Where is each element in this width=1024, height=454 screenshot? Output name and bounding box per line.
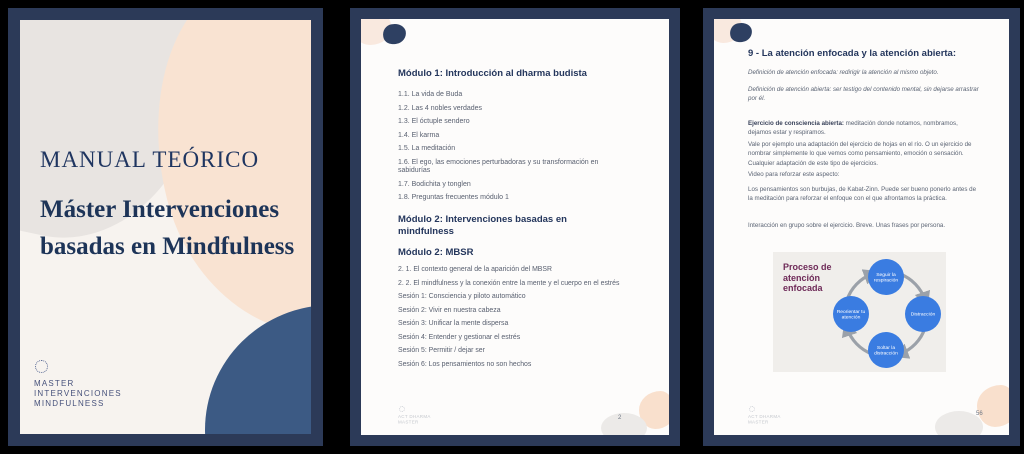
footer-logo-line1: ACT DHARMA xyxy=(398,414,431,419)
toc-item: Sesión 3: Unificar la mente dispersa xyxy=(398,320,509,327)
diagram-title: Proceso de atención enfocada xyxy=(783,262,832,293)
adaptation-paragraph: Vale por ejemplo una adaptación del ejercicio de hojas en el río. O un ejercicio de nombrar simplemente lo que vemos como pensamiento, emoción o sensación. Cualquier adaptación de este tipo de ejercicios. xyxy=(748,140,972,167)
cover-navy-blob xyxy=(205,305,311,434)
cover-logo-line3: MINDFULNESS xyxy=(34,399,105,408)
footer-peach-blob xyxy=(977,385,1009,427)
module2-list xyxy=(398,266,656,369)
cycle-node-distraction xyxy=(905,296,941,332)
content-page xyxy=(703,8,1020,446)
cover-page-inner xyxy=(20,20,311,434)
focused-attention-cycle-diagram xyxy=(773,252,946,372)
cover-logo-line1: MASTER xyxy=(34,379,75,388)
cover-page xyxy=(8,8,323,446)
interaction-paragraph: Interacción en grupo sobre el ejercicio. Breve. Unas frases por persona. xyxy=(748,221,946,229)
footer-gray-blob xyxy=(601,413,647,435)
toc-item: 1.1. La vida de Buda xyxy=(398,91,463,98)
page-number: 2 xyxy=(618,415,622,421)
definition-focused: Definición de atención enfocada: redirigir la atención al mismo objeto. xyxy=(748,69,939,76)
cover-title-line1: Máster Intervenciones xyxy=(40,196,280,223)
module1-list xyxy=(398,91,626,203)
exercise-lead: Ejercicio de consciencia abierta: xyxy=(748,119,844,127)
cycle-node-release-distraction xyxy=(868,332,904,368)
cycle-node-label: Seguir la respiración xyxy=(873,271,899,283)
footer-logo-line2: MASTER xyxy=(398,419,419,425)
footer-logo-line2: MASTER xyxy=(748,419,769,425)
module2-heading: Módulo 2: Intervenciones basadas en mindfulness xyxy=(398,214,567,237)
toc-item: 2. 2. El mindfulness y la conexión entre la mente y el cuerpo en el estrés xyxy=(398,279,620,287)
toc-page-inner xyxy=(361,19,669,435)
toc-item: Sesión 1: Consciencia y piloto automático xyxy=(398,293,526,300)
footer-logo-line1: ACT DHARMA xyxy=(748,414,781,419)
toc-item: 1.8. Preguntas frecuentes módulo 1 xyxy=(398,194,509,201)
toc-item: 1.4. El karma xyxy=(398,131,440,139)
dotted-circle-icon xyxy=(35,360,48,373)
footer-logo xyxy=(748,406,813,435)
footer-logo xyxy=(398,406,463,435)
toc-item: Sesión 5: Permitir / dejar ser xyxy=(398,347,485,354)
body-text xyxy=(748,68,981,230)
dotted-circle-icon xyxy=(399,406,405,412)
cycle-node-label: Soltar la distracción xyxy=(874,344,898,356)
video-paragraph: Video para reforzar este aspecto: xyxy=(748,171,840,178)
toc-item: 1.3. El óctuple sendero xyxy=(398,118,470,125)
section-heading: 9 - La atención enfocada y la atención abierta: xyxy=(748,48,957,59)
bubbles-paragraph: Los pensamientos son burbujas, de Kabat-Zinn. Puede ser bueno ponerlo antes de la meditación para reforzar el enfoque con el que afrontamos la práctica. xyxy=(748,185,977,202)
exercise-rest: meditación donde notamos, nombramos, dejamos estar y respiramos. xyxy=(748,119,958,136)
toc-page xyxy=(350,8,680,446)
module1-heading: Módulo 1: Introducción al dharma budista xyxy=(398,68,587,79)
exercise-paragraph xyxy=(748,119,981,138)
cycle-node-label: Distracción xyxy=(910,311,936,317)
toc-item: Sesión 2: Vivir en nuestra cabeza xyxy=(398,306,501,314)
footer-logo-text xyxy=(398,414,463,425)
cycle-node-follow-breath xyxy=(868,259,904,295)
toc-item: 1.5. La meditación xyxy=(398,145,456,152)
cover-logo-line2: INTERVENCIONES xyxy=(34,389,122,398)
dotted-circle-icon xyxy=(749,406,755,412)
toc-item: 1.6. El ego, las emociones perturbadoras y su transformación en sabidurías xyxy=(398,158,599,174)
toc-item: 1.2. Las 4 nobles verdades xyxy=(398,104,483,112)
page-number: 56 xyxy=(976,411,983,417)
cycle-node-label: Reorientar tu atención xyxy=(836,308,866,320)
definition-open: Definición de atención abierta: ser testigo del contenido mental, sin dejarse arrastrar por él. xyxy=(748,85,979,102)
toc-item: Sesión 4: Entender y gestionar el estrés xyxy=(398,333,521,341)
cycle-node-reorient-attention xyxy=(833,296,869,332)
module2-subheading: Módulo 2: MBSR xyxy=(398,247,474,258)
toc-item: 1.7. Bodichita y tonglen xyxy=(398,180,471,188)
toc-item: Sesión 6: Los pensamientos no son hechos xyxy=(398,360,532,368)
footer-logo-text xyxy=(748,414,813,425)
cover-title-line2: basadas en Mindfulness xyxy=(40,233,295,260)
toc-item: 2. 1. El contexto general de la aparición del MBSR xyxy=(398,266,552,273)
cover-logo-text xyxy=(34,379,122,409)
cover-kicker: MANUAL TEÓRICO xyxy=(40,147,260,172)
content-page-inner xyxy=(714,19,1009,435)
